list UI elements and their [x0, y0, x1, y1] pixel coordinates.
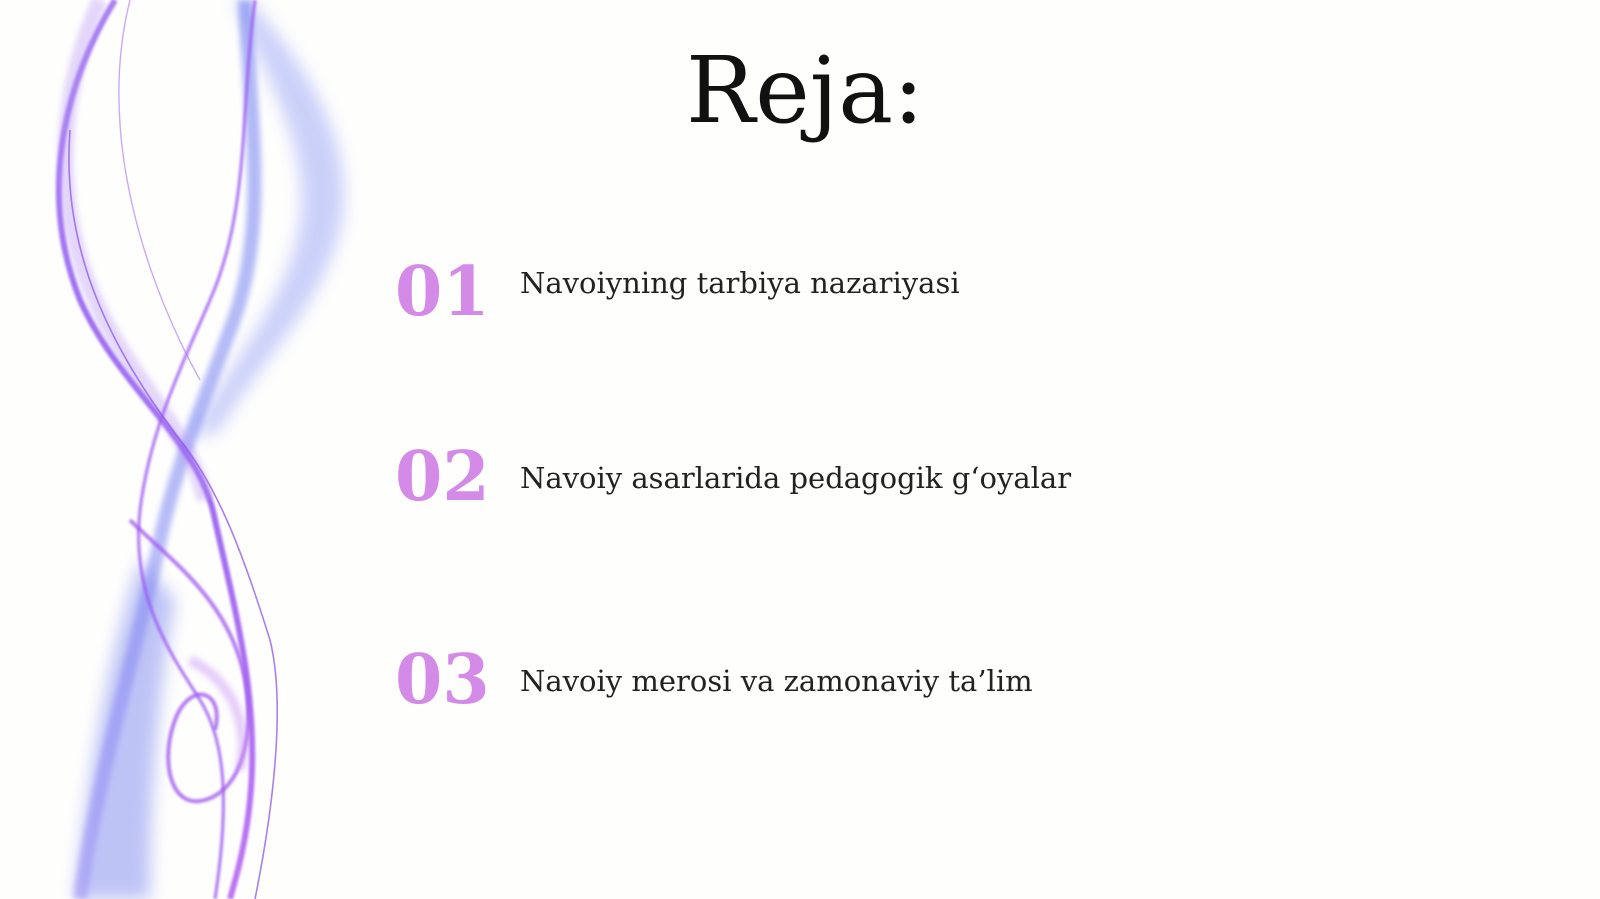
- item-text: Navoiyning tarbiya nazariyasi: [520, 266, 960, 300]
- item-text: Navoiy asarlarida pedagogik g‘oyalar: [520, 461, 1072, 495]
- slide-title: Reja:: [685, 37, 925, 144]
- item-number: 03: [395, 640, 490, 720]
- item-text: Navoiy merosi va zamonaviy ta’lim: [520, 664, 1033, 698]
- item-number: 02: [395, 437, 490, 517]
- item-number: 01: [395, 252, 490, 332]
